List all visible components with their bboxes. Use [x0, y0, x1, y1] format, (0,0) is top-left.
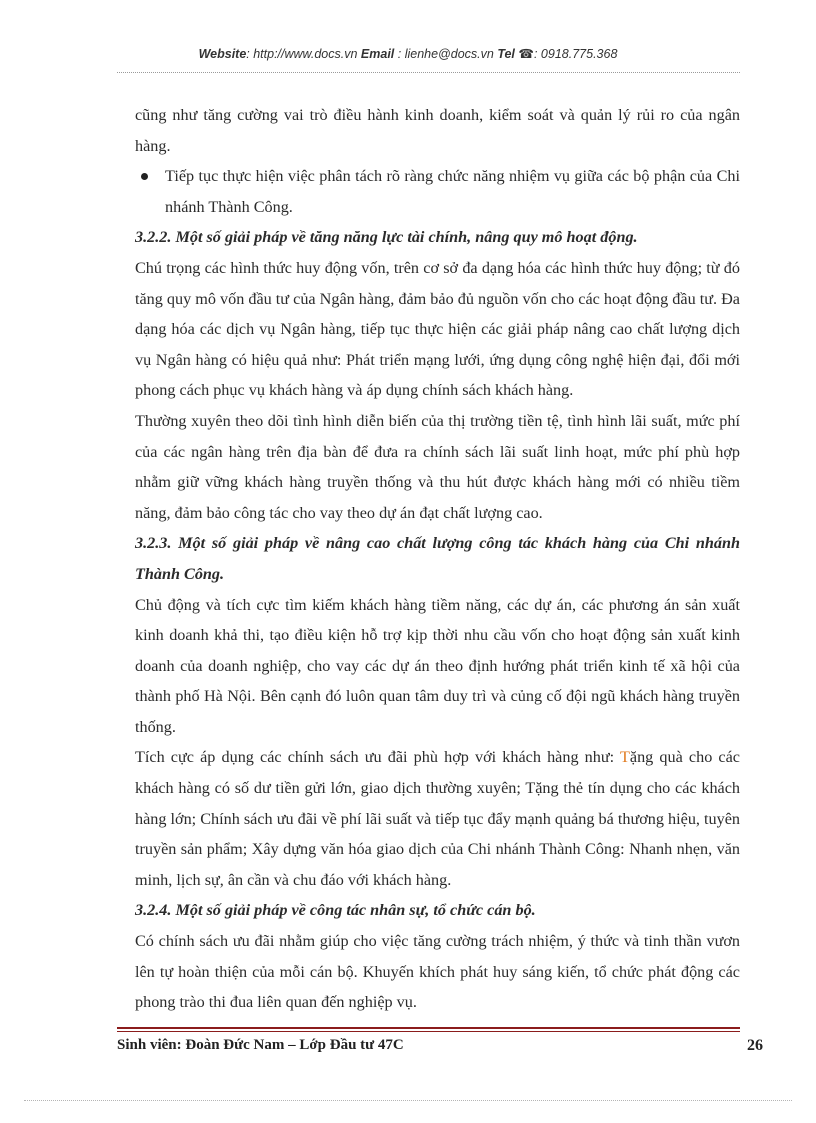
phone-icon: ☎ [518, 47, 534, 61]
incentives-accent-letter: T [620, 748, 630, 767]
email-value[interactable]: : lienhe@docs.vn [394, 47, 498, 61]
section-heading-3-2-2: 3.2.2. Một số giải pháp về tăng năng lực tài chính, nâng quy mô hoạt động. [135, 228, 638, 247]
incentives-text-a: Tích cực áp dụng các chính sách ưu đãi phù hợp với khách hàng như: [135, 748, 620, 767]
section-heading-3-2-4: 3.2.4. Một số giải pháp về công tác nhân sự, tổ chức cán bộ. [135, 901, 536, 920]
paragraph-personnel: Có chính sách ưu đãi nhằm giúp cho việc tăng cường trách nhiệm, ý thức và tinh thần vươn lên tự hoàn thiện của mỗi cán bộ. Khuyến khích phát huy sáng kiến, tổ chức phát động các phong trào thi đua liên quan đến nghiệp vụ. [135, 932, 740, 1012]
section-heading-3-2-3: 3.2.3. Một số giải pháp về nâng cao chất lượng công tác khách hàng của Chi nhánh Thành Công. [135, 534, 740, 583]
paragraph-funding: Chú trọng các hình thức huy động vốn, trên cơ sở đa dạng hóa các hình thức huy động; từ đó tăng quy mô vốn đầu tư của Ngân hàng, đảm bảo đủ nguồn vốn cho các hoạt động đầu tư. Đa dạng hóa các dịch vụ Ngân hàng, tiếp tục thực hiện các giải pháp nâng cao chất lượng dịch vụ Ngân hàng có hiệu quả như: Phát triển mạng lưới, ứng dụng công nghệ hiện đại, đổi mới phong cách phục vụ khách hàng và áp dụng chính sách khách hàng. [135, 258, 740, 400]
bullet-text: Tiếp tục thực hiện việc phân tách rõ ràng chức năng nhiệm vụ giữa các bộ phận của Chi nhánh Thành Công. [165, 167, 740, 216]
tel-label: Tel [497, 47, 515, 61]
tel-value: : 0918.775.368 [533, 47, 618, 61]
bullet-item [135, 161, 740, 222]
footer-student: Sinh viên: Đoàn Đức Nam – Lớp Đầu tư 47C [117, 1037, 404, 1053]
bullet-icon [141, 173, 148, 180]
paragraph-incentives [135, 742, 740, 895]
page-bottom-divider [24, 1100, 792, 1101]
paragraph-market-monitoring: Thường xuyên theo dõi tình hình diễn biến của thị trường tiền tệ, tình hình lãi suất, mức phí của các ngân hàng trên địa bàn để đưa ra chính sách lãi suất linh hoạt, mức phí phù hợp nhằm giữ vững khách hàng truyền thống và thu hút được khách hàng mới có nhiều tiềm năng, đảm bảo công tác cho vay theo dự án đạt chất lượng cao. [135, 411, 740, 522]
paragraph-customer-search: Chủ động và tích cực tìm kiếm khách hàng tiềm năng, các dự án, các phương án sản xuất kinh doanh khả thi, tạo điều kiện hỗ trợ kịp thời nhu cầu vốn cho hoạt động sản xuất kinh doanh của doanh nghiệp, cho vay các dự án theo định hướng phát triển kinh tế xã hội của thành phố Hà Nội. Bên cạnh đó luôn quan tâm duy trì và củng cố đội ngũ khách hàng truyền thống. [135, 595, 740, 736]
incentives-text-b: ặng quà cho các khách hàng có số dư tiền gửi lớn, giao dịch thường xuyên; Tặng thẻ tín dụng cho các khách hàng lớn; Chính sách ưu đãi về phí lãi suất và tiếp tục đẩy mạnh quảng bá thương hiệu, tuyên truyền sản phẩm; Xây dựng văn hóa giao dịch của Chi nhánh Thành Công: Nhanh nhẹn, văn minh, lịch sự, ân cần và chu đáo với khách hàng. [135, 748, 740, 889]
paragraph-continuation: cũng như tăng cường vai trò điều hành kinh doanh, kiểm soát và quản lý rủi ro của ngân hàng. [135, 106, 740, 155]
header-divider [117, 72, 740, 73]
email-label: Email [360, 47, 395, 61]
footer-rule-thick [117, 1027, 740, 1029]
page-header [0, 46, 816, 61]
footer-rule-thin [117, 1031, 740, 1032]
website-label: Website [198, 47, 247, 61]
website-value[interactable]: : http://www.docs.vn [246, 47, 361, 61]
page-number: 26 [747, 1037, 763, 1054]
document-body [135, 100, 740, 1018]
